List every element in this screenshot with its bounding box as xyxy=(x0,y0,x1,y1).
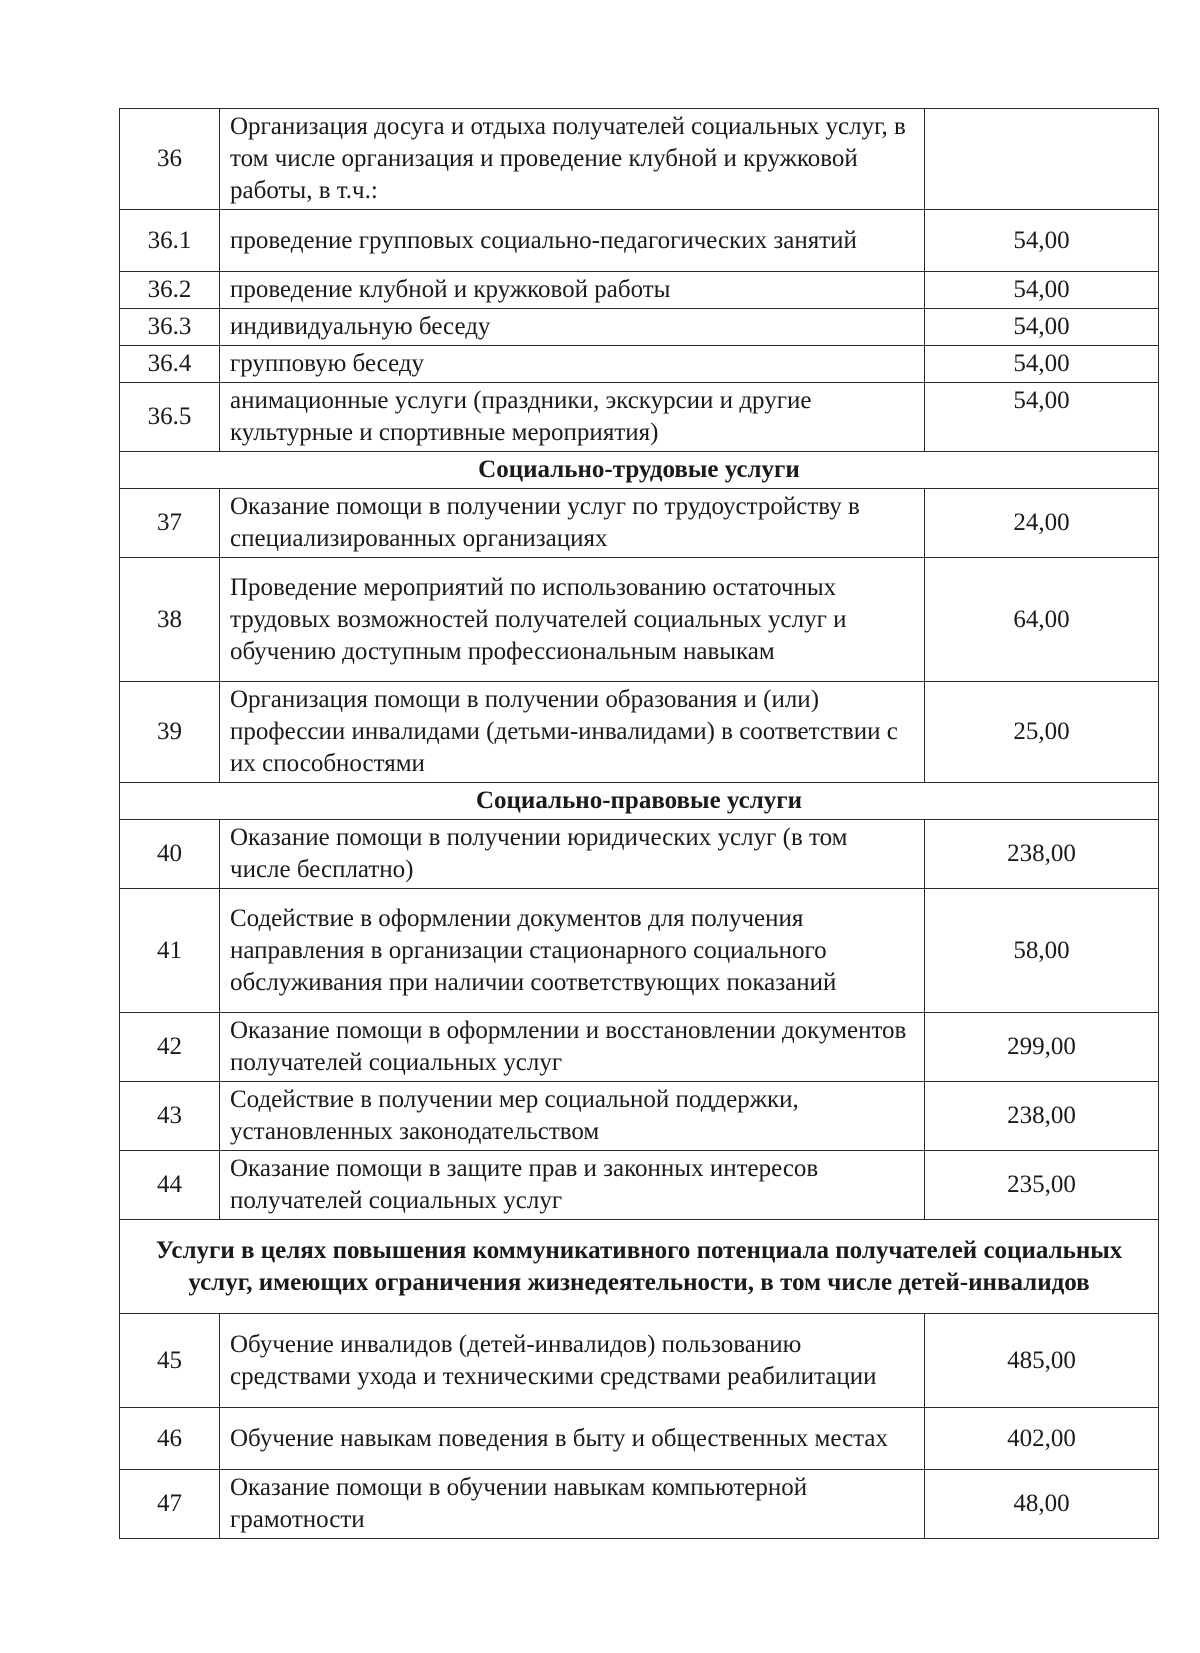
table-row xyxy=(120,1314,1159,1408)
row-number: 38 xyxy=(120,558,220,682)
table-row xyxy=(120,346,1159,383)
row-number: 36.5 xyxy=(120,383,220,452)
table-row xyxy=(120,383,1159,452)
service-price: 64,00 xyxy=(925,558,1159,682)
section-title: Социально-правовые услуги xyxy=(120,783,1159,820)
service-description: проведение клубной и кружковой работы xyxy=(220,272,925,309)
service-description: Оказание помощи в обучении навыкам компьютерной грамотности xyxy=(220,1470,925,1539)
service-price: 485,00 xyxy=(925,1314,1159,1408)
row-number: 39 xyxy=(120,682,220,783)
service-price: 54,00 xyxy=(925,210,1159,272)
section-header-row xyxy=(120,783,1159,820)
table-row xyxy=(120,889,1159,1013)
section-header-row xyxy=(120,452,1159,489)
row-number: 36.1 xyxy=(120,210,220,272)
table-body xyxy=(120,109,1159,1539)
service-description: групповую беседу xyxy=(220,346,925,383)
services-price-table xyxy=(119,108,1159,1539)
service-description: Оказание помощи в оформлении и восстановлении документов получателей социальных услуг xyxy=(220,1013,925,1082)
row-number: 41 xyxy=(120,889,220,1013)
row-number: 42 xyxy=(120,1013,220,1082)
service-price xyxy=(925,109,1159,210)
row-number: 36.4 xyxy=(120,346,220,383)
table-row xyxy=(120,109,1159,210)
service-price: 58,00 xyxy=(925,889,1159,1013)
service-description: Оказание помощи в получении услуг по трудоустройству в специализированных организациях xyxy=(220,489,925,558)
service-description: Обучение навыкам поведения в быту и общественных местах xyxy=(220,1408,925,1470)
row-number: 37 xyxy=(120,489,220,558)
service-price: 235,00 xyxy=(925,1151,1159,1220)
service-price: 48,00 xyxy=(925,1470,1159,1539)
service-price: 54,00 xyxy=(925,309,1159,346)
service-description: индивидуальную беседу xyxy=(220,309,925,346)
section-header-row xyxy=(120,1220,1159,1314)
row-number: 36.3 xyxy=(120,309,220,346)
service-description: проведение групповых социально-педагогических занятий xyxy=(220,210,925,272)
service-price: 24,00 xyxy=(925,489,1159,558)
table-row xyxy=(120,1470,1159,1539)
table-row xyxy=(120,820,1159,889)
service-description: Организация помощи в получении образования и (или) профессии инвалидами (детьми-инвалидами) в соответствии с их способностями xyxy=(220,682,925,783)
service-description: Оказание помощи в получении юридических услуг (в том числе бесплатно) xyxy=(220,820,925,889)
service-description: Организация досуга и отдыха получателей социальных услуг, в том числе организация и проведение клубной и кружковой работы, в т.ч.: xyxy=(220,109,925,210)
service-price: 25,00 xyxy=(925,682,1159,783)
row-number: 36 xyxy=(120,109,220,210)
service-description: Содействие в получении мер социальной поддержки, установленных законодательством xyxy=(220,1082,925,1151)
service-price: 54,00 xyxy=(925,272,1159,309)
service-price: 299,00 xyxy=(925,1013,1159,1082)
table-row xyxy=(120,558,1159,682)
table-row xyxy=(120,272,1159,309)
service-price: 54,00 xyxy=(925,346,1159,383)
row-number: 43 xyxy=(120,1082,220,1151)
service-price: 402,00 xyxy=(925,1408,1159,1470)
table-row xyxy=(120,309,1159,346)
service-description: анимационные услуги (праздники, экскурсии и другие культурные и спортивные мероприятия) xyxy=(220,383,925,452)
service-description: Проведение мероприятий по использованию остаточных трудовых возможностей получателей социальных услуг и обучению доступным профессиональным навыкам xyxy=(220,558,925,682)
section-title: Услуги в целях повышения коммуникативного потенциала получателей социальных услуг, имеющих ограничения жизнедеятельности, в том числе детей-инвалидов xyxy=(120,1220,1159,1314)
row-number: 44 xyxy=(120,1151,220,1220)
table-row xyxy=(120,1013,1159,1082)
service-description: Содействие в оформлении документов для получения направления в организации стационарного социального обслуживания при наличии соответствующих показаний xyxy=(220,889,925,1013)
service-description: Обучение инвалидов (детей-инвалидов) пользованию средствами ухода и техническими средствами реабилитации xyxy=(220,1314,925,1408)
section-title: Социально-трудовые услуги xyxy=(120,452,1159,489)
row-number: 45 xyxy=(120,1314,220,1408)
table-row xyxy=(120,1408,1159,1470)
table-row xyxy=(120,489,1159,558)
table-row xyxy=(120,1082,1159,1151)
row-number: 40 xyxy=(120,820,220,889)
row-number: 47 xyxy=(120,1470,220,1539)
service-price: 238,00 xyxy=(925,820,1159,889)
service-price: 238,00 xyxy=(925,1082,1159,1151)
table-row xyxy=(120,682,1159,783)
service-description: Оказание помощи в защите прав и законных интересов получателей социальных услуг xyxy=(220,1151,925,1220)
table-row xyxy=(120,1151,1159,1220)
table-row xyxy=(120,210,1159,272)
row-number: 36.2 xyxy=(120,272,220,309)
service-price: 54,00 xyxy=(925,383,1159,452)
row-number: 46 xyxy=(120,1408,220,1470)
